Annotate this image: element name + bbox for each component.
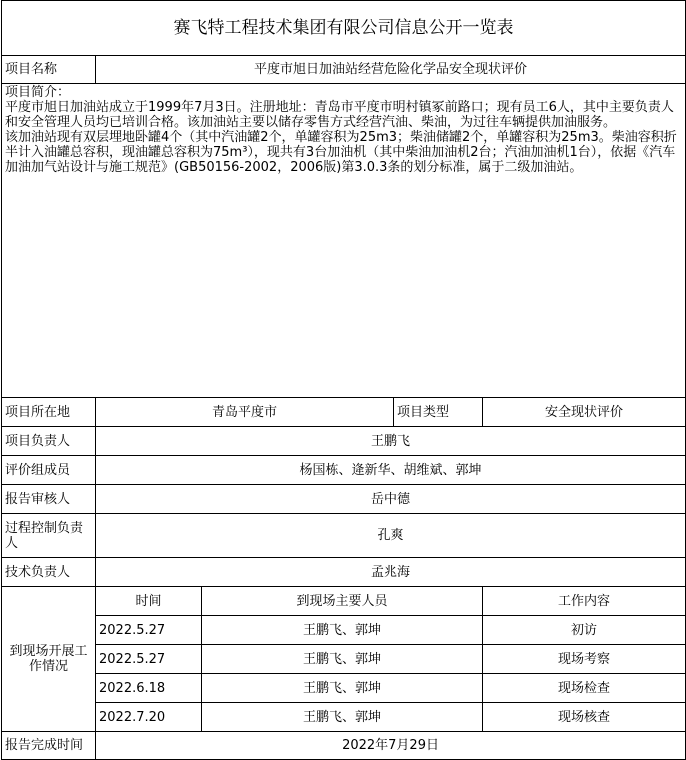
site-work-header-time: 时间	[96, 587, 202, 616]
info-table	[1, 0, 686, 760]
site-work-time: 2022.5.27	[96, 645, 202, 674]
project-intro-cell	[2, 84, 686, 398]
intro-paragraph-1: 平度市旭日加油站成立于1999年7月3日。注册地址：青岛市平度市明村镇冢前路口；现有员工6人，其中主要负责人和安全管理人员均已培训合格。该加油站主要以储存零售方式经营汽油、柴油，为过往车辆提供加油服务。	[5, 100, 674, 130]
page-title: 赛飞特工程技术集团有限公司信息公开一览表	[2, 1, 686, 56]
row-process-controller	[2, 514, 686, 558]
reviewer-value: 岳中德	[96, 485, 686, 514]
reviewer-label: 报告审核人	[2, 485, 96, 514]
site-work-time: 2022.7.20	[96, 703, 202, 732]
table-row	[2, 703, 686, 732]
row-location	[2, 398, 686, 427]
row-intro	[2, 84, 686, 398]
members-label: 评价组成员	[2, 456, 96, 485]
leader-value: 王鹏飞	[96, 427, 686, 456]
site-work-header-people: 到现场主要人员	[202, 587, 483, 616]
completion-value: 2022年7月29日	[96, 732, 686, 760]
row-leader	[2, 427, 686, 456]
tech-leader-value: 孟兆海	[96, 558, 686, 587]
project-name-value: 平度市旭日加油站经营危险化学品安全现状评价	[96, 56, 686, 84]
site-work-people: 王鹏飞、郭坤	[202, 674, 483, 703]
site-work-content: 现场检查	[483, 674, 686, 703]
location-label: 项目所在地	[2, 398, 96, 427]
process-controller-value: 孔爽	[96, 514, 686, 558]
row-site-work-header	[2, 587, 686, 616]
site-work-content: 现场考察	[483, 645, 686, 674]
project-type-label: 项目类型	[394, 398, 483, 427]
project-name-label: 项目名称	[2, 56, 96, 84]
site-work-people: 王鹏飞、郭坤	[202, 645, 483, 674]
site-work-people: 王鹏飞、郭坤	[202, 703, 483, 732]
intro-paragraph-2: 该加油站现有双层埋地卧罐4个（其中汽油罐2个，单罐容积为25m3；柴油储罐2个，单罐容积为25m3。柴油容积折半计入油罐总容积，现油罐总容积为75m³），现共有3台加油机（其中柴油加油机2台；汽油加油机1台），依据《汽车加油加气站设计与施工规范》(GB50156-2002，2006版)第3.0.3条的划分标准，属于二级加油站。	[5, 130, 677, 175]
site-work-label: 到现场开展工作情况	[2, 587, 96, 732]
location-value: 青岛平度市	[96, 398, 394, 427]
site-work-header-content: 工作内容	[483, 587, 686, 616]
leader-label: 项目负责人	[2, 427, 96, 456]
row-reviewer	[2, 485, 686, 514]
completion-label: 报告完成时间	[2, 732, 96, 760]
intro-label: 项目简介：	[5, 85, 71, 100]
table-row	[2, 616, 686, 645]
table-row	[2, 674, 686, 703]
process-controller-label: 过程控制负责人	[2, 514, 96, 558]
table-row	[2, 645, 686, 674]
site-work-time: 2022.5.27	[96, 616, 202, 645]
tech-leader-label: 技术负责人	[2, 558, 96, 587]
site-work-time: 2022.6.18	[96, 674, 202, 703]
project-type-value: 安全现状评价	[483, 398, 686, 427]
row-members	[2, 456, 686, 485]
site-work-people: 王鹏飞、郭坤	[202, 616, 483, 645]
site-work-content: 初访	[483, 616, 686, 645]
row-completion	[2, 732, 686, 760]
row-project-name	[2, 56, 686, 84]
row-tech-leader	[2, 558, 686, 587]
members-value: 杨国栋、逄新华、胡维斌、郭坤	[96, 456, 686, 485]
site-work-content: 现场核查	[483, 703, 686, 732]
